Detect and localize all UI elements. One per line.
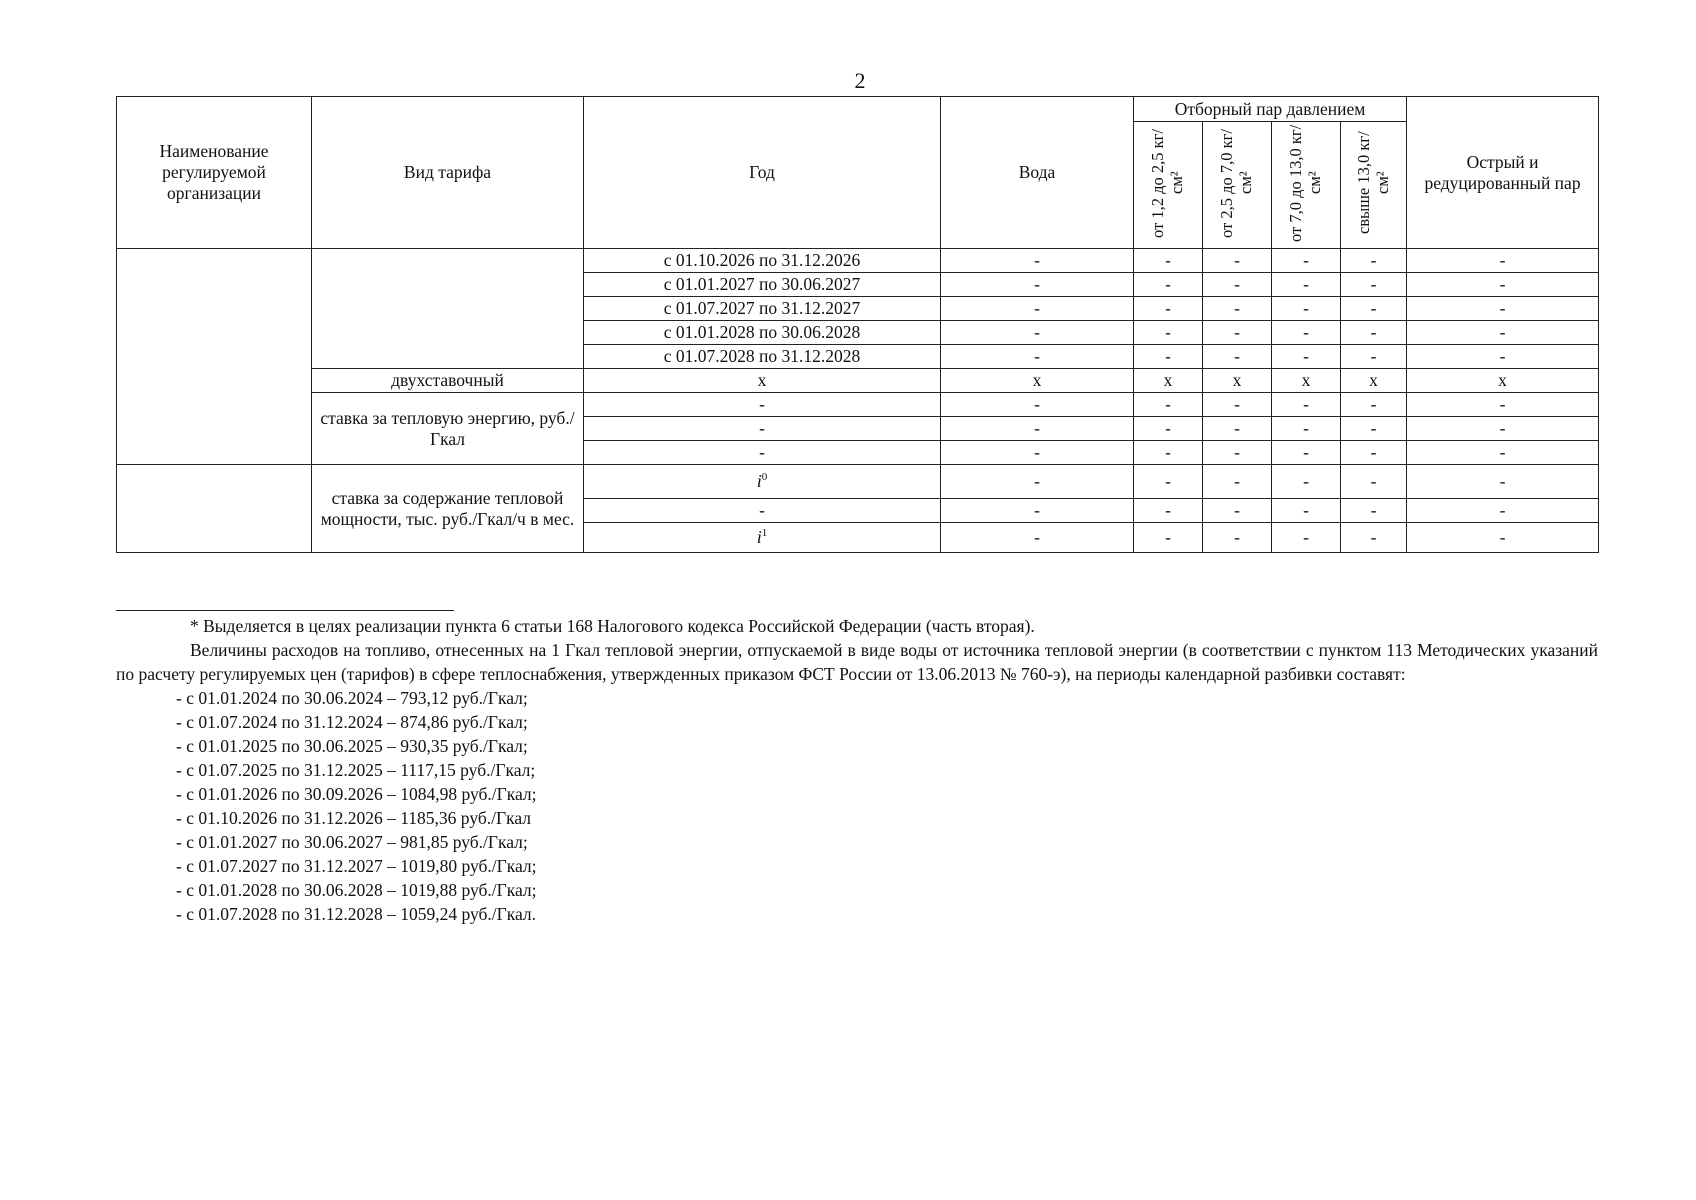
value-cell: - bbox=[1407, 465, 1599, 499]
value-cell: - bbox=[1407, 441, 1599, 465]
value-cell: - bbox=[1272, 321, 1341, 345]
value-cell: - bbox=[1272, 345, 1341, 369]
value-cell: - bbox=[1341, 297, 1407, 321]
tariff-table bbox=[116, 96, 1599, 553]
value-cell: - bbox=[1341, 345, 1407, 369]
value-cell: - bbox=[941, 523, 1134, 553]
year-cell: - bbox=[584, 417, 941, 441]
value-cell: - bbox=[1134, 441, 1203, 465]
list-item: - с 01.01.2026 по 30.09.2026 – 1084,98 руб./Гкал; bbox=[176, 784, 537, 804]
org-cell-lower bbox=[117, 465, 312, 553]
list-item: - с 01.10.2026 по 31.12.2026 – 1185,36 руб./Гкал bbox=[176, 808, 531, 828]
value-cell: - bbox=[1407, 417, 1599, 441]
value-cell: - bbox=[1203, 273, 1272, 297]
value-cell: - bbox=[1134, 417, 1203, 441]
value-cell: - bbox=[941, 499, 1134, 523]
value-cell: - bbox=[1272, 273, 1341, 297]
value-cell: - bbox=[1134, 345, 1203, 369]
value-cell: х bbox=[1134, 369, 1203, 393]
value-cell: - bbox=[1134, 499, 1203, 523]
list-item: - с 01.07.2024 по 31.12.2024 – 874,86 руб./Гкал; bbox=[176, 712, 528, 732]
value-cell: - bbox=[1203, 465, 1272, 499]
value-cell: - bbox=[1203, 441, 1272, 465]
year-cell: с 01.01.2027 по 30.06.2027 bbox=[584, 273, 941, 297]
header-steam-col-1 bbox=[1134, 122, 1203, 249]
value-cell: - bbox=[941, 465, 1134, 499]
value-cell: - bbox=[1407, 393, 1599, 417]
header-org: Наименование регулируемой организации bbox=[117, 97, 312, 249]
table-row-two-rate bbox=[117, 369, 1599, 393]
header-water: Вода bbox=[941, 97, 1134, 249]
value-cell: - bbox=[1341, 249, 1407, 273]
header-steam-col-2-text: от 2,5 до 7,0 кг/см² bbox=[1217, 128, 1255, 238]
value-cell: - bbox=[941, 273, 1134, 297]
value-cell: - bbox=[1134, 249, 1203, 273]
value-cell: - bbox=[1407, 321, 1599, 345]
value-cell: - bbox=[1134, 297, 1203, 321]
header-steam-col-4-text: свыше 13,0 кг/см² bbox=[1353, 131, 1392, 234]
header-steam-col-2 bbox=[1203, 122, 1272, 249]
header-steam-col-4 bbox=[1341, 122, 1407, 249]
value-cell: - bbox=[1203, 393, 1272, 417]
value-cell: - bbox=[1272, 441, 1341, 465]
year-cell: с 01.07.2027 по 31.12.2027 bbox=[584, 297, 941, 321]
page-number: 2 bbox=[854, 68, 866, 93]
value-cell: - bbox=[941, 417, 1134, 441]
energy-rate-label: ставка за тепловую энергию, руб./Гкал bbox=[312, 393, 584, 465]
value-cell: - bbox=[1272, 465, 1341, 499]
value-cell: - bbox=[1134, 393, 1203, 417]
value-cell: - bbox=[1203, 345, 1272, 369]
value-cell: - bbox=[1203, 523, 1272, 553]
value-cell: - bbox=[1272, 417, 1341, 441]
year-symbol-main: i bbox=[756, 527, 762, 547]
list-item: - с 01.01.2024 по 30.06.2024 – 793,12 руб./Гкал; bbox=[176, 688, 528, 708]
footnote: * Выделяется в целях реализации пункта 6 статьи 168 Налогового кодекса Российской Федерации (часть вторая). bbox=[190, 616, 1035, 636]
value-cell: - bbox=[1272, 249, 1341, 273]
value-cell: - bbox=[1203, 297, 1272, 321]
org-cell bbox=[117, 249, 312, 465]
value-cell: х bbox=[1272, 369, 1341, 393]
value-cell: - bbox=[1407, 523, 1599, 553]
fuel-cost-list bbox=[116, 686, 1598, 926]
value-cell: - bbox=[1272, 393, 1341, 417]
header-steam-col-3-text: от 7,0 до 13,0 кг/см² bbox=[1286, 123, 1324, 242]
value-cell: - bbox=[1341, 393, 1407, 417]
value-cell: - bbox=[1134, 273, 1203, 297]
value-cell: - bbox=[941, 249, 1134, 273]
year-symbol-sup: 1 bbox=[761, 527, 768, 540]
year-symbol bbox=[757, 471, 767, 491]
year-cell: - bbox=[584, 393, 941, 417]
value-cell: - bbox=[941, 393, 1134, 417]
value-cell: - bbox=[1272, 499, 1341, 523]
value-cell: х bbox=[1203, 369, 1272, 393]
year-symbol-main: i bbox=[756, 471, 762, 491]
header-tariff-type: Вид тарифа bbox=[312, 97, 584, 249]
value-cell: - bbox=[1203, 321, 1272, 345]
capacity-rate-label: ставка за содержание тепловой мощности, тыс. руб./Гкал/ч в мес. bbox=[312, 465, 584, 553]
value-cell: - bbox=[1203, 499, 1272, 523]
header-year: Год bbox=[584, 97, 941, 249]
year-cell: - bbox=[584, 499, 941, 523]
table-row bbox=[117, 465, 1599, 499]
notes-intro: Величины расходов на топливо, отнесенных на 1 Гкал тепловой энергии, отпускаемой в виде воды от источника тепловой энергии (в соответствии с пунктом 113 Методических указаний по расчету регулируемых цен (тарифов) в сфере теплоснабжения, утвержденных приказом ФСТ России от 13.06.2013 № 760-э), на периоды календарной разбивки составят: bbox=[116, 640, 1598, 684]
list-item: - с 01.01.2028 по 30.06.2028 – 1019,88 руб./Гкал; bbox=[176, 880, 537, 900]
value-cell: - bbox=[941, 297, 1134, 321]
header-steam-col-3 bbox=[1272, 122, 1341, 249]
list-item: - с 01.07.2028 по 31.12.2028 – 1059,24 руб./Гкал. bbox=[176, 904, 537, 924]
value-cell: - bbox=[1272, 297, 1341, 321]
value-cell: - bbox=[1407, 499, 1599, 523]
value-cell: - bbox=[1341, 417, 1407, 441]
value-cell: - bbox=[1407, 345, 1599, 369]
list-item: - с 01.01.2025 по 30.06.2025 – 930,35 руб./Гкал; bbox=[176, 736, 528, 756]
list-item: - с 01.07.2027 по 31.12.2027 – 1019,80 руб./Гкал; bbox=[176, 856, 537, 876]
year-cell: - bbox=[584, 441, 941, 465]
value-cell: - bbox=[1341, 321, 1407, 345]
value-cell: х bbox=[1341, 369, 1407, 393]
value-cell: - bbox=[1341, 465, 1407, 499]
year-symbol-sup: 0 bbox=[761, 471, 768, 484]
two-rate-label: двухставочный bbox=[312, 369, 584, 393]
value-cell: - bbox=[1341, 523, 1407, 553]
value-cell: - bbox=[941, 345, 1134, 369]
value-cell: - bbox=[1407, 273, 1599, 297]
value-cell: х bbox=[1407, 369, 1599, 393]
list-item: - с 01.01.2027 по 30.06.2027 – 981,85 руб./Гкал; bbox=[176, 832, 528, 852]
value-cell: - bbox=[1407, 297, 1599, 321]
year-symbol bbox=[757, 527, 767, 547]
value-cell: - bbox=[941, 441, 1134, 465]
notes-section bbox=[116, 614, 1598, 926]
value-cell: - bbox=[1407, 249, 1599, 273]
year-cell bbox=[584, 465, 941, 499]
table-row bbox=[117, 393, 1599, 417]
value-cell: х bbox=[941, 369, 1134, 393]
value-cell: - bbox=[1203, 249, 1272, 273]
table-row bbox=[117, 249, 1599, 273]
header-steam-group: Отборный пар давлением bbox=[1134, 97, 1407, 122]
year-cell: с 01.10.2026 по 31.12.2026 bbox=[584, 249, 941, 273]
year-cell: с 01.01.2028 по 30.06.2028 bbox=[584, 321, 941, 345]
value-cell: - bbox=[1341, 273, 1407, 297]
value-cell: - bbox=[1134, 465, 1203, 499]
value-cell: - bbox=[1341, 499, 1407, 523]
header-sharp-steam: Острый и редуцированный пар bbox=[1407, 97, 1599, 249]
value-cell: - bbox=[1341, 441, 1407, 465]
value-cell: - bbox=[1272, 523, 1341, 553]
value-cell: - bbox=[1134, 523, 1203, 553]
tariff-type-cell bbox=[312, 249, 584, 369]
value-cell: - bbox=[1134, 321, 1203, 345]
value-cell: - bbox=[1203, 417, 1272, 441]
year-cell: с 01.07.2028 по 31.12.2028 bbox=[584, 345, 941, 369]
value-cell: - bbox=[941, 321, 1134, 345]
year-cell: х bbox=[584, 369, 941, 393]
footnote-divider bbox=[116, 610, 454, 611]
list-item: - с 01.07.2025 по 31.12.2025 – 1117,15 руб./Гкал; bbox=[176, 760, 536, 780]
year-cell bbox=[584, 523, 941, 553]
header-steam-col-1-text: от 1,2 до 2,5 кг/см² bbox=[1148, 128, 1186, 238]
